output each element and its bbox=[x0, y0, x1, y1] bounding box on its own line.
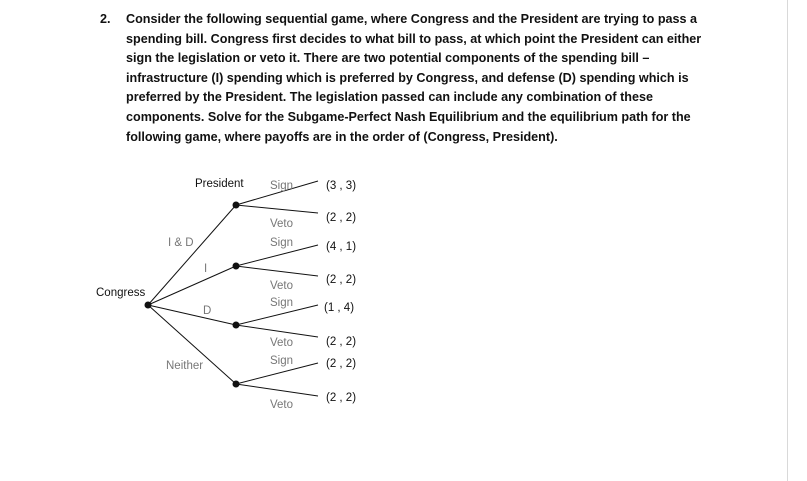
question-line: spending bill. Congress first decides to what bill to pass, at which point the President can either bbox=[126, 31, 702, 46]
payoff-sign-2: (4 , 1) bbox=[326, 241, 357, 253]
payoff-sign-1: (3 , 3) bbox=[326, 180, 357, 192]
president-node bbox=[233, 322, 240, 329]
edge-congress-d bbox=[148, 305, 236, 325]
president-node bbox=[233, 263, 240, 270]
question-line: components. Solve for the Subgame-Perfect Nash Equilibrium and the equilibrium path for the bbox=[126, 109, 691, 124]
veto-label: Veto bbox=[270, 337, 294, 349]
congress-node bbox=[145, 302, 152, 309]
question-line: preferred by the President. The legislation passed can include any combination of these bbox=[126, 90, 653, 105]
action-label-i-and-d: I & D bbox=[168, 237, 194, 249]
sign-label: Sign bbox=[270, 355, 294, 367]
question-line: infrastructure (I) spending which is preferred by Congress, and defense (D) spending which is bbox=[126, 70, 689, 85]
payoff-sign-3: (1 , 4) bbox=[324, 302, 355, 314]
edge-veto-3 bbox=[236, 325, 318, 337]
question-line: following game, where payoffs are in the order of (Congress, President). bbox=[126, 129, 558, 144]
payoff-veto-3: (2 , 2) bbox=[326, 336, 357, 348]
sign-label: Sign bbox=[270, 237, 294, 249]
payoff-veto-2: (2 , 2) bbox=[326, 274, 357, 286]
edge-congress-neither bbox=[148, 305, 236, 384]
edge-congress-i bbox=[148, 266, 236, 305]
edge-veto-1 bbox=[236, 205, 318, 213]
sign-label: Sign bbox=[270, 180, 294, 192]
edge-veto-4 bbox=[236, 384, 318, 396]
payoff-sign-4: (2 , 2) bbox=[326, 358, 357, 370]
congress-label: Congress bbox=[96, 287, 146, 299]
edge-veto-2 bbox=[236, 266, 318, 276]
sign-label: Sign bbox=[270, 297, 294, 309]
action-label-i: I bbox=[204, 263, 208, 275]
veto-label: Veto bbox=[270, 399, 294, 411]
veto-label: Veto bbox=[270, 218, 294, 230]
payoff-veto-1: (2 , 2) bbox=[326, 212, 357, 224]
veto-label: Veto bbox=[270, 280, 294, 292]
president-label: President bbox=[195, 178, 244, 190]
president-node bbox=[233, 202, 240, 209]
question-line: Consider the following sequential game, where Congress and the President are trying to pass a bbox=[126, 12, 698, 26]
action-label-neither: Neither bbox=[166, 360, 204, 372]
question-line: sign the legislation or veto it. There are two potential components of the spending bill – bbox=[126, 51, 650, 66]
president-node bbox=[233, 381, 240, 388]
payoff-veto-4: (2 , 2) bbox=[326, 392, 357, 404]
question-number: 2. bbox=[100, 12, 111, 26]
action-label-d: D bbox=[203, 305, 212, 317]
edge-congress-i-and-d bbox=[148, 205, 236, 305]
